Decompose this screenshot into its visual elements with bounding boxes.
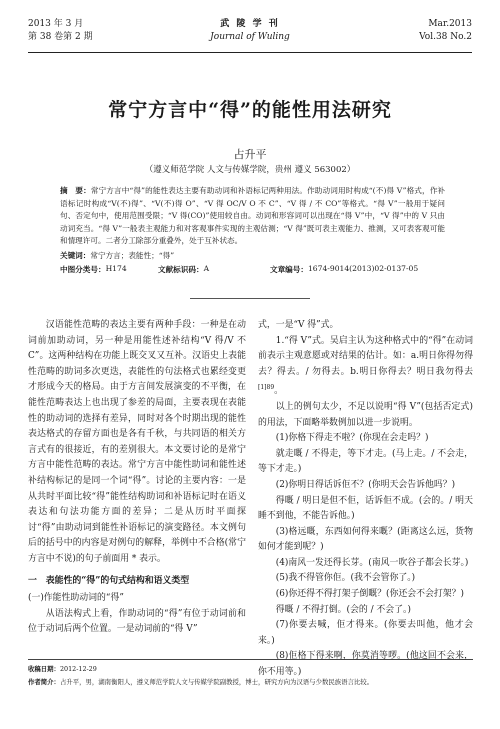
keywords bbox=[60, 250, 445, 261]
paragraph-continuation: 式，一是“V 得”式。 bbox=[258, 320, 339, 330]
footnote bbox=[28, 659, 473, 689]
paragraph-intro: 汉语能性范畴的表达主要有两种手段：一种是在动词前加助动词，另一种是用能性述补结构“V 得/V 不 C”。这两种结构在功能上既交叉又互补。汉语史上表能性范畴的助词多次更迭，表能性的句法格式也累经变更才形成今天的格局。由于方言间发展演变的不平衡，在能性范畴表达上也出现了参差的局面，主要表现在表能性的助动词的选择有差异，同时对各个时期出现的能性表达格式的存留方面也是各有千秋，与共同语的相关方言式有的很接近，有的差别很大。本文要讨论的是常宁方言中能性范畴的表达。常宁方言中能性助词和能性述补结构标记的是同一个词“得”。讨论的主要内容：一是从共时平面比较“得”能性结构助词和补语标记时在语义表达和句法功能方面的差异；二是从历时平面探讨“得”由助动词到能性补语标记的演变路径。本文例句后的括号中的内容是对例句的解释，举例中不合格(常宁方言中不说)的句子前面用 * 表示。 bbox=[28, 320, 246, 564]
paragraph-examples-intro: 以上的例句太少，不足以说明“得 V”(包括否定式)的用法，下面略举数例加以进一步说明。 bbox=[258, 401, 473, 428]
header-volume: 第 38 卷第 2 期 bbox=[28, 32, 93, 42]
paragraph-de-v-end: 。 bbox=[274, 386, 284, 397]
doc-code-group bbox=[158, 264, 210, 275]
citation-ref: [1]89 bbox=[258, 384, 275, 392]
example-1: (1)你格下得走不啦？(你现在会走吗？) bbox=[275, 433, 429, 444]
received-label: 收稿日期： bbox=[28, 665, 60, 673]
example-4: (4)南风一发还得长芽。(南风一吹谷子都会长芽。) bbox=[275, 557, 469, 568]
header-center bbox=[28, 18, 472, 44]
clc-group bbox=[60, 264, 127, 275]
article-title: 常宁方言中“得”的能性用法研究 bbox=[108, 99, 392, 121]
keywords-text: 常宁方言；表能性；“得” bbox=[90, 251, 175, 260]
example-8: (8)佢格下得来啊，你莫消等啰。(他这回不会来，你不用等。) bbox=[258, 651, 473, 678]
example-6-answer: 得嘅 / 不得打倒。(会的 / 不会了。) bbox=[275, 604, 411, 615]
example-1-answer: 就走嘅 / 不得走，等下才走。(马上走。/ 不会走，等下才走。) bbox=[258, 448, 473, 475]
author-bio-label: 作者简介： bbox=[28, 678, 60, 686]
header-right bbox=[419, 18, 472, 44]
header-volume-en: Vol.38 No.2 bbox=[419, 32, 472, 42]
author-bio bbox=[28, 676, 473, 689]
journal-name-cn: 武 陵 学 刊 bbox=[220, 19, 280, 29]
subsection-heading: (一)作能性助动词的“得” bbox=[28, 593, 124, 604]
abstract bbox=[60, 185, 445, 248]
article-affiliation: （遵义师范学院 人文与传媒学院，贵州 遵义 563002） bbox=[144, 165, 356, 175]
paragraph-de-v-text: 1.“得 V”式。吴启主认为这种格式中的“得”在动词前表示主观意愿或对结果的估计。如：a.明日你得勿得去？得去。/ 勿得去。b.明日你得去？明日我勿得去 bbox=[258, 335, 473, 377]
article-no-group bbox=[270, 264, 419, 275]
clc-value: H174 bbox=[105, 264, 127, 273]
running-header bbox=[28, 12, 472, 53]
article-no-label: 文章编号： bbox=[270, 265, 308, 274]
body-left-column bbox=[28, 318, 246, 638]
doc-code-value: A bbox=[203, 264, 210, 273]
paragraph-de-v bbox=[258, 334, 473, 400]
header-date: 2013 年 3 月 bbox=[28, 19, 84, 29]
doc-code-label: 文献标识码： bbox=[158, 265, 204, 274]
abstract-label: 摘 要： bbox=[60, 186, 91, 195]
example-2-answer: 得嘅 / 明日是但不佢，话诉佢不成。(会的。/ 明天睡不到他，不能告诉他。) bbox=[258, 495, 473, 522]
header-date-en: Mar.2013 bbox=[428, 19, 472, 29]
paragraph-syntax: 从语法构式上看，作助动词的“得”有位于动词前和位于动词后两个位置。一是动词前的“得 V” bbox=[28, 608, 246, 635]
example-2: (2)你明日得话诉佢不？(你明天会告诉他吗？) bbox=[275, 479, 456, 490]
example-5: (5)我不得管你佢。(我不会管你了。) bbox=[275, 573, 416, 584]
abstract-text: 常宁方言中“得”的能性表达主要有助动词和补语标记两种用法。作助动词用时构成“(不)得 V”格式，作补语标记时构成“V(不)得”、“V(不)得 O”、“V 得 OC/V O 不 C”、“V 得 / 不 CO”等格式。“得 V”一般用于疑问句、否定句中，使用范围受限；“V 得(CO)”使用较自由。动词和形容词可以出现在“得 V”中，“V 得”中的 V 只由动词充当。“得 V”一般表主观能力和对客观事件实现的主观估测；“V 得”既可表主观能力、推测，又可表客观可能和情理许可。二者分工除部分重叠外，处于互补状态。 bbox=[60, 186, 446, 246]
example-7: (7)你要去喊，佢才得来。(你要去叫他，他才会来。) bbox=[258, 620, 473, 646]
article-author: 占升平 bbox=[233, 148, 267, 161]
section-heading: 一 表能性的“得”的句式结构和语义类型 bbox=[28, 575, 190, 586]
example-6: (6)你还得不得打架子倒嘅？(你还会不会打架？) bbox=[275, 589, 464, 600]
section-divider bbox=[190, 298, 310, 299]
body-right-column bbox=[258, 318, 473, 681]
article-no-value: 1674-9014(2013)02-0137-05 bbox=[307, 264, 419, 273]
author-bio-text: 占升平，男，湖南衡阳人，遵义师范学院人文与传媒学院副教授，博士，研究方向为汉语与少数民族语言比较。 bbox=[59, 678, 374, 686]
clc-label: 中图分类号： bbox=[60, 265, 106, 274]
received-value: 2012-12-29 bbox=[59, 665, 97, 673]
example-3: (3)格远嘅，东西如何得来嘅？(距离这么远，货物如何才能到呢？) bbox=[258, 526, 473, 553]
received-date bbox=[28, 663, 473, 676]
keywords-label: 关键词： bbox=[60, 251, 91, 260]
journal-name-en: Journal of Wuling bbox=[210, 32, 290, 42]
